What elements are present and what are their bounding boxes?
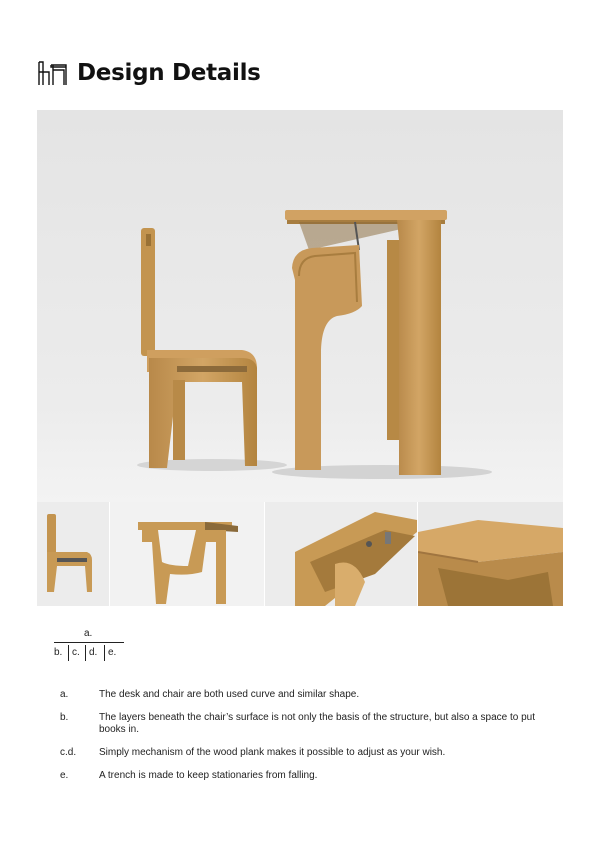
legend-label-a: a. [84, 628, 93, 639]
thumbnail-desktop-closeup [418, 502, 563, 606]
thumbnail-chair-side [37, 502, 109, 606]
list-item [60, 712, 550, 736]
page-title: Design Details [77, 60, 261, 86]
note-key: e. [60, 770, 69, 781]
legend-divider [54, 642, 124, 643]
parts-legend [54, 628, 130, 662]
thumbnail-desk-front [110, 502, 264, 606]
desk-chair-icon [36, 58, 68, 88]
note-text: A trench is made to keep stationaries from falling. [99, 770, 318, 781]
legend-separator [68, 645, 69, 661]
note-key: b. [60, 712, 69, 723]
thumbnail-mechanism-closeup [265, 502, 417, 606]
note-key: a. [60, 689, 69, 700]
note-text: Simply mechanism of the wood plank makes it possible to adjust as your wish. [99, 747, 446, 758]
legend-separator [85, 645, 86, 661]
note-text: The desk and chair are both used curve and similar shape. [99, 689, 360, 700]
page-header [36, 58, 261, 88]
legend-label-e: e. [108, 647, 117, 658]
list-item [60, 689, 550, 701]
legend-separator [104, 645, 105, 661]
legend-label-b: b. [54, 647, 63, 658]
note-text: The layers beneath the chair’s surface is not only the basis of the structure, but also a space to put books in. [99, 712, 535, 735]
note-key: c.d. [60, 747, 77, 758]
legend-label-d: d. [89, 647, 98, 658]
hero-photo [37, 110, 563, 502]
list-item [60, 770, 550, 782]
legend-label-c: c. [72, 647, 80, 658]
list-item [60, 747, 550, 759]
design-notes-list [60, 689, 550, 793]
